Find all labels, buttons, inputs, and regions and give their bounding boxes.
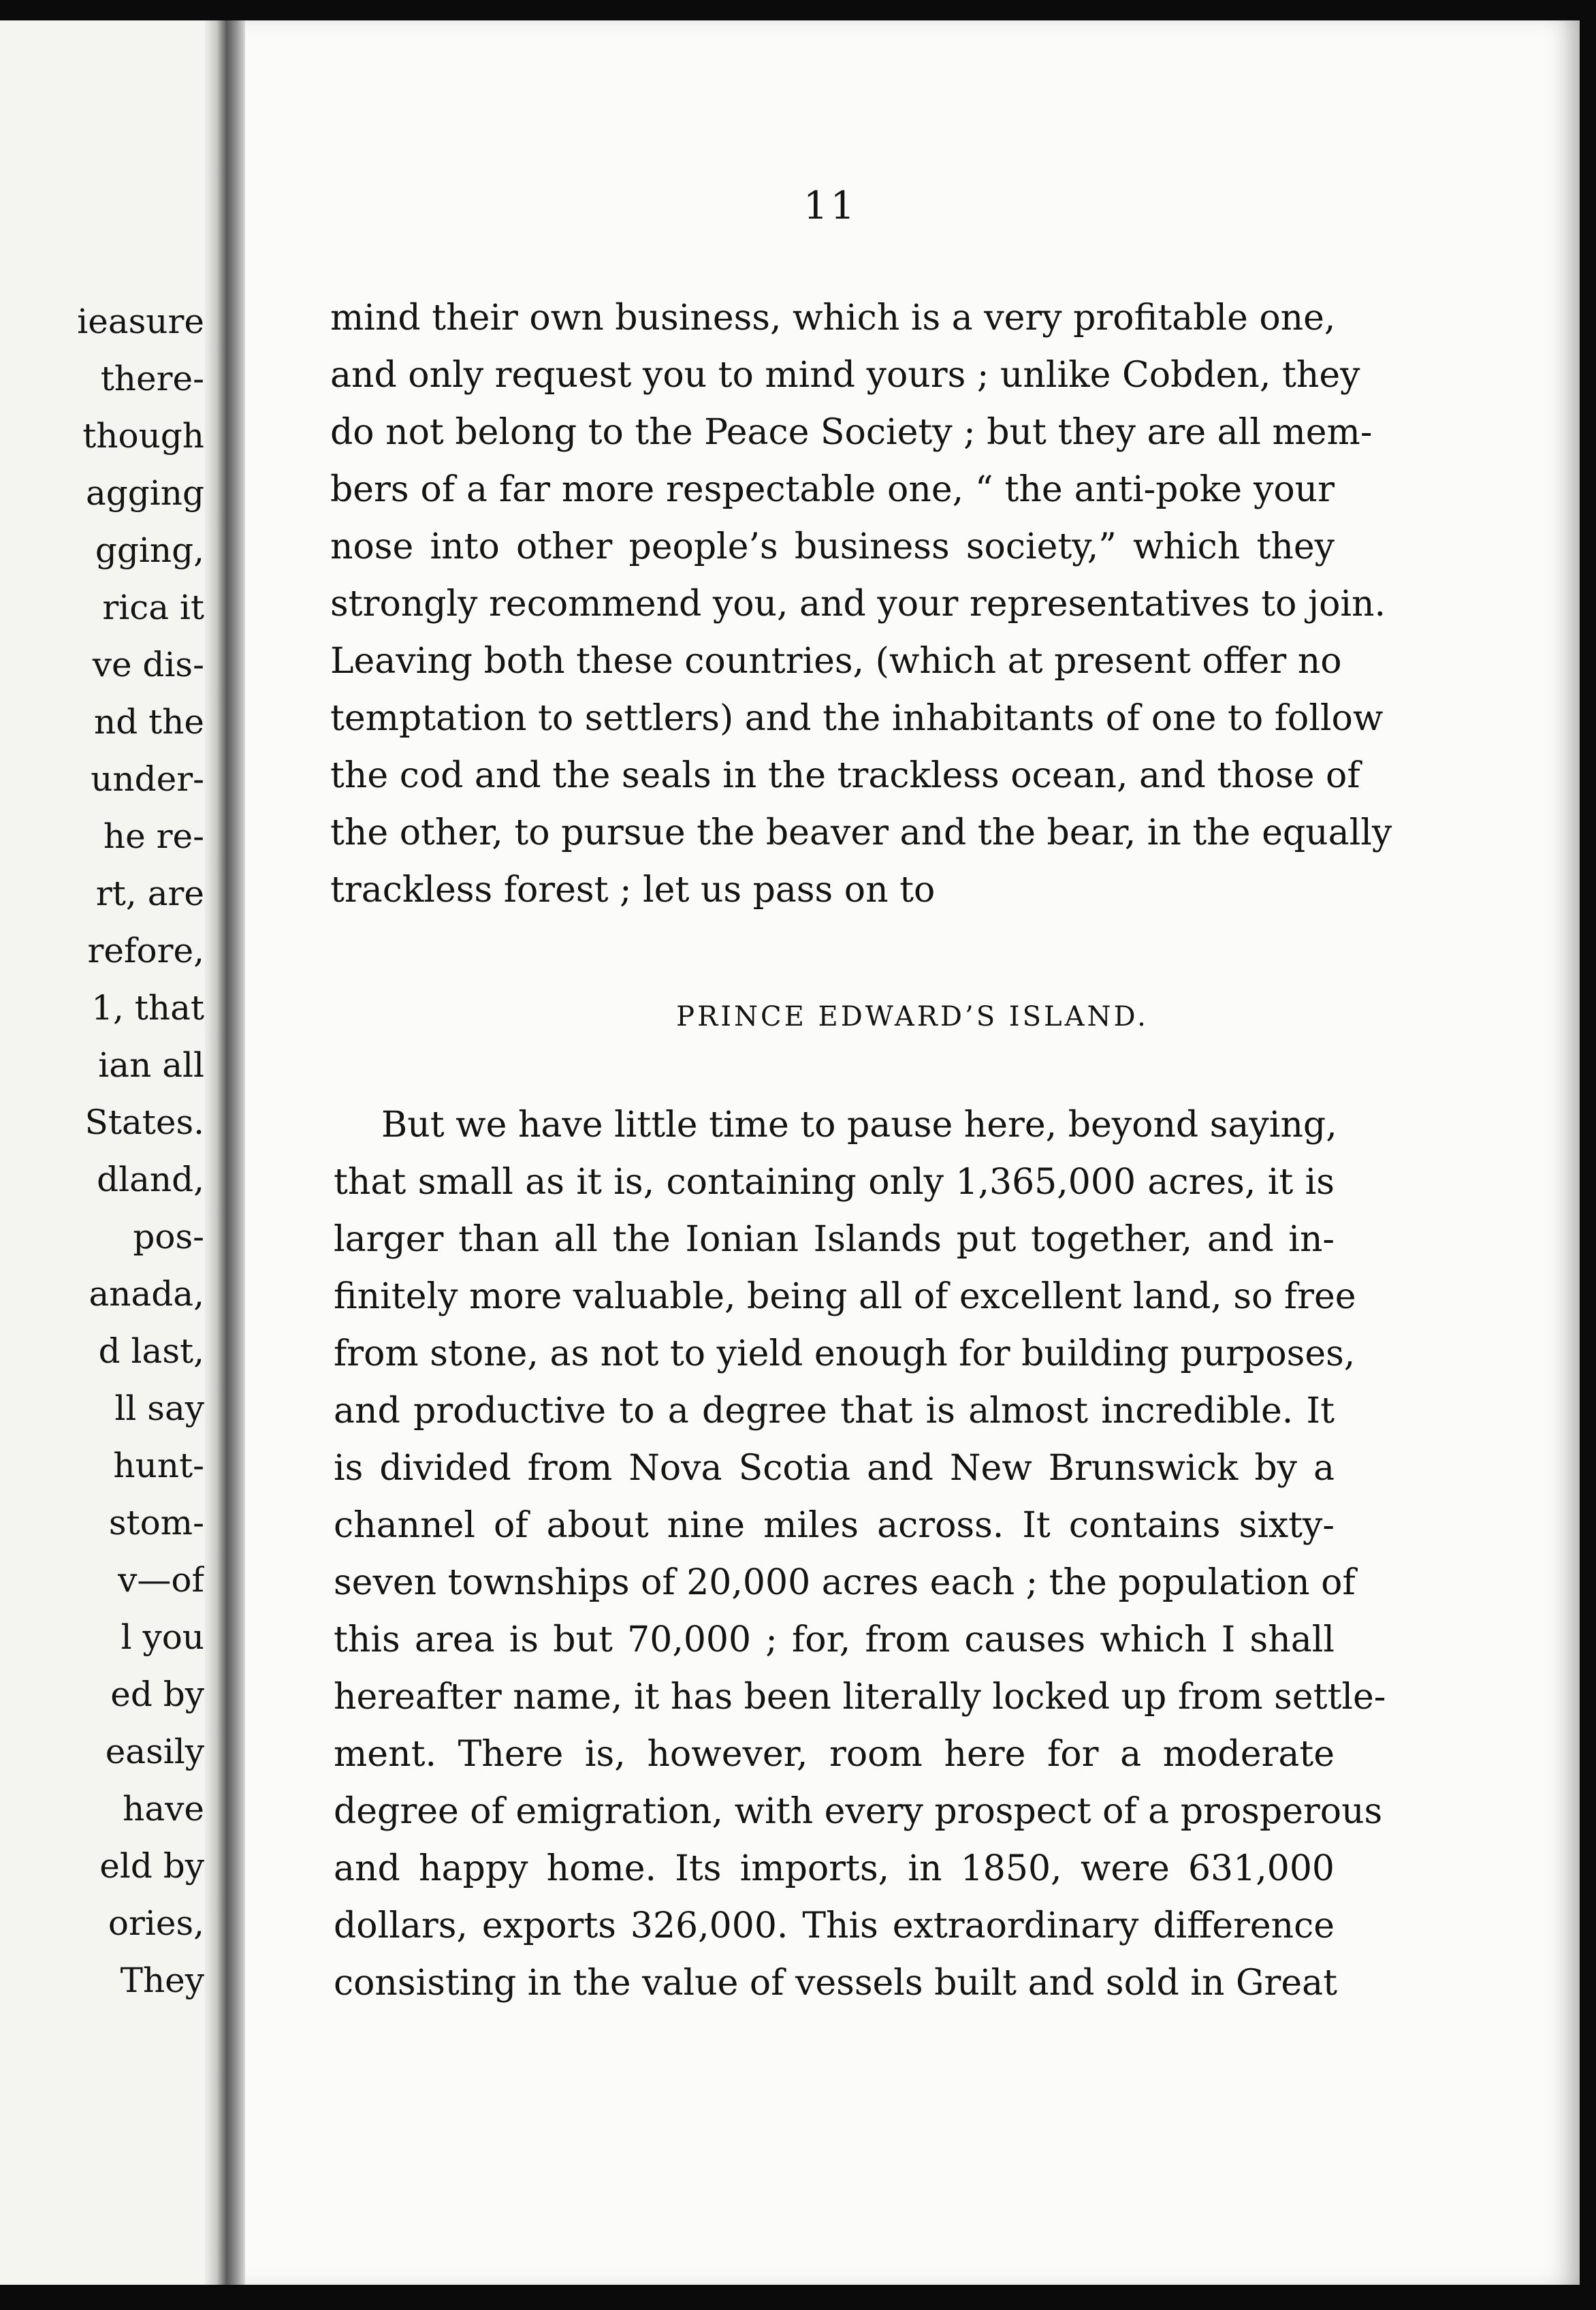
left-page-text-fragment: ories, [108,1903,204,1943]
book-gutter [204,20,245,2285]
left-page-text-fragment: pos- [133,1217,204,1256]
text-line: dollars, exports 326,000. This extraordinary difference [334,1905,1335,1946]
left-page-text-fragment: d last, [98,1331,204,1371]
left-page-text-fragment: ian all [98,1045,204,1085]
left-page-text-fragment: ed by [110,1675,204,1714]
left-page-text-fragment: hunt- [113,1446,204,1485]
text-line: strongly recommend you, and your representatives to join. [330,584,1386,624]
left-page-text-fragment: easily [105,1732,204,1771]
left-page-text-fragment: gging, [95,531,204,570]
section-heading: PRINCE EDWARD’S ISLAND. [676,1001,1149,1032]
text-line: this area is but 70,000 ; for, from causes which I shall [334,1619,1335,1660]
text-line: that small as it is, containing only 1,365,000 acres, it is [334,1162,1335,1203]
left-page-text-fragment: dland, [97,1160,204,1199]
left-page-text-fragment: ve dis- [92,645,204,684]
text-line: do not belong to the Peace Society ; but they are all mem- [330,412,1373,453]
left-page-text-fragment: v—of [118,1560,204,1600]
left-page-text-fragment: though [82,416,204,456]
text-line: channel of about nine miles across. It contains sixty- [334,1505,1335,1546]
left-page [0,20,204,2285]
left-page-text-fragment: States. [84,1103,204,1142]
text-line: is divided from Nova Scotia and New Brunswick by a [334,1448,1335,1489]
left-page-text-fragment: there- [100,359,204,398]
left-page-text-fragment: eld by [99,1846,204,1886]
text-line: the cod and the seals in the trackless ocean, and those of [330,755,1360,796]
text-line: and productive to a degree that is almost incredible. It [334,1391,1335,1431]
text-line: ment. There is, however, room here for a moderate [334,1734,1335,1775]
text-line: But we have little time to pause here, beyond saying, [381,1105,1337,1145]
text-line: the other, to pursue the beaver and the bear, in the equally [330,812,1392,853]
text-line: seven townships of 20,000 acres each ; the population of [334,1562,1356,1603]
left-page-text-fragment: stom- [108,1503,204,1542]
left-page-text-fragment: l you [121,1617,204,1657]
left-page-text-fragment: have [123,1789,204,1829]
left-page-text-fragment: under- [91,759,204,799]
paragraph-1 [330,289,1392,919]
left-page-text-fragment: nd the [94,702,204,742]
text-line: degree of emigration, with every prospect of a prosperous [334,1791,1383,1832]
text-line: consisting in the value of vessels built and sold in Great [334,1963,1338,2004]
text-line: nose into other people’s business society,” which they [330,526,1335,567]
text-line: larger than all the Ionian Islands put together, and in- [334,1219,1335,1260]
text-line: finitely more valuable, being all of excellent land, so free [334,1276,1356,1317]
left-page-text-fragment: ll say [114,1389,204,1428]
left-page-text-fragment: he re- [103,817,204,856]
text-line: temptation to settlers) and the inhabitants of one to follow [330,698,1384,739]
left-page-text-fragment: rica it [102,588,204,627]
text-line: hereafter name, it has been literally locked up from settle- [334,1677,1386,1718]
left-page-text-fragment: rt, are [95,874,204,913]
left-page-text-fragment: refore, [87,931,204,970]
text-line: Leaving both these countries, (which at present offer no [330,641,1342,682]
left-page-text-fragment: 1, that [91,988,204,1028]
left-page-text-fragment: They [120,1961,204,2000]
left-page-text-fragment: agging [85,473,204,513]
text-line: from stone, as not to yield enough for building purposes, [334,1333,1356,1374]
text-line: trackless forest ; let us pass on to [330,870,936,911]
text-line: mind their own business, which is a very profitable one, [330,298,1336,338]
page-number: 11 [803,184,858,228]
text-line: and happy home. Its imports, in 1850, were 631,000 [334,1848,1335,1889]
text-line: and only request you to mind yours ; unlike Cobden, they [330,355,1360,396]
left-page-text-fragment: ieasure [77,302,204,341]
text-line: bers of a far more respectable one, “ the anti-poke your [330,469,1335,510]
left-page-text-fragment: anada, [89,1274,204,1314]
paragraph-2 [334,1096,1386,2012]
